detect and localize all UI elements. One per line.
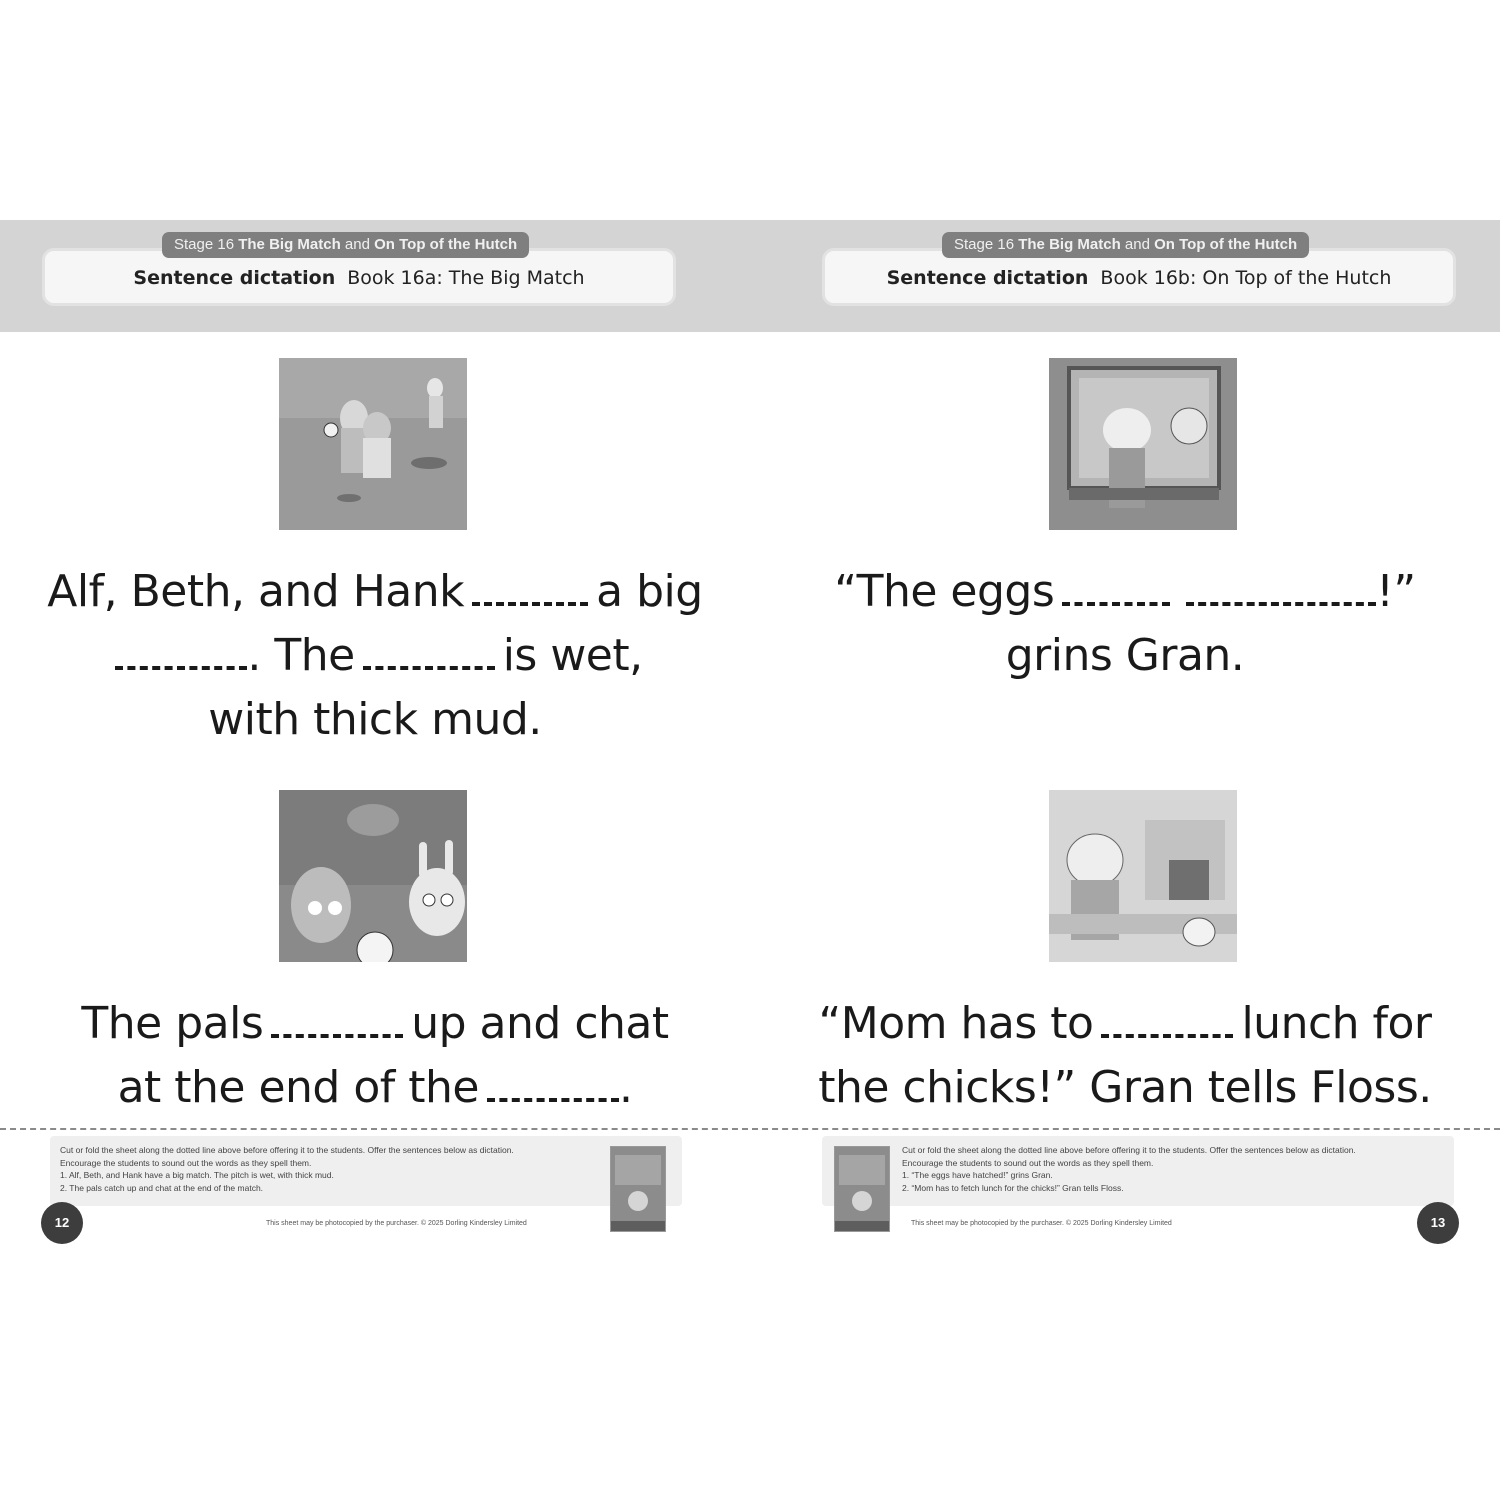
sentence-text: the chicks!” Gran tells Floss.	[818, 1062, 1432, 1113]
sentence-text: !”	[1376, 566, 1416, 617]
note-line: Cut or fold the sheet along the dotted line above before offering it to the students. Offer the sentences below as dictation.	[902, 1145, 1356, 1155]
teacher-notes-text	[902, 1144, 1356, 1194]
football-pitch-illustration	[279, 358, 467, 530]
answer-blank	[363, 662, 495, 670]
sentence-text: .	[618, 1062, 633, 1113]
dictation-sentence-1	[770, 560, 1480, 688]
answer-blank	[1101, 1030, 1233, 1038]
cut-line	[0, 1128, 1500, 1130]
note-line: 2. “Mom has to fetch lunch for the chicks!” Gran tells Floss.	[902, 1182, 1124, 1193]
sentence-text: grins Gran.	[1005, 630, 1245, 681]
answer-blank	[1062, 598, 1170, 606]
stage-book-b: On Top of the Hutch	[374, 236, 518, 253]
note-line: Encourage the students to sound out the words as they spell them.	[902, 1157, 1154, 1168]
sentence-text: Alf, Beth, and Hank	[47, 566, 465, 617]
note-line: Encourage the students to sound out the words as they spell them.	[60, 1157, 312, 1168]
sentence-text: a big	[596, 566, 703, 617]
stage-tab	[942, 232, 1309, 258]
right-page	[750, 220, 1500, 1280]
answer-blank	[487, 1094, 619, 1102]
answer-blank	[115, 662, 247, 670]
book-spread	[0, 220, 1500, 1280]
page-number: 13	[1417, 1202, 1459, 1244]
teacher-notes-text	[60, 1144, 514, 1194]
stage-book-a: The Big Match	[238, 236, 341, 253]
header-line	[825, 267, 1453, 289]
stage-and: and	[344, 236, 370, 253]
pals-with-ball-illustration	[279, 790, 467, 962]
sentence-text: “The eggs	[834, 566, 1055, 617]
book-cover-thumbnail	[834, 1146, 890, 1232]
note-line: 1. “The eggs have hatched!” grins Gran.	[902, 1170, 1053, 1180]
answer-blank	[271, 1030, 403, 1038]
copyright-notice: This sheet may be photocopied by the purchaser. © 2025 Dorling Kindersley Limited	[266, 1220, 527, 1227]
sentence-text: up and chat	[411, 998, 669, 1049]
teacher-notes	[50, 1136, 682, 1206]
dictation-sentence-2	[770, 992, 1480, 1120]
sentence-text: lunch for	[1241, 998, 1432, 1049]
stage-prefix: Stage 16	[174, 236, 235, 253]
dictation-sentence-1	[20, 560, 730, 752]
copyright-notice: This sheet may be photocopied by the purchaser. © 2025 Dorling Kindersley Limited	[911, 1220, 1172, 1227]
sentence-text: “Mom has to	[818, 998, 1094, 1049]
gran-kitchen-dog-illustration	[1049, 790, 1237, 962]
header-title: Sentence dictation	[133, 267, 336, 289]
book-cover-thumbnail	[610, 1146, 666, 1232]
left-page	[0, 220, 750, 1280]
teacher-notes	[822, 1136, 1454, 1206]
sentence-text: is wet,	[502, 630, 643, 681]
header-title: Sentence dictation	[886, 267, 1089, 289]
dictation-sentence-2	[20, 992, 730, 1120]
page-number: 12	[41, 1202, 83, 1244]
header-line	[45, 267, 673, 289]
window-gran-illustration	[1049, 358, 1237, 530]
answer-blank	[472, 598, 588, 606]
header-book: Book 16a: The Big Match	[347, 267, 585, 289]
sentence-text: . The	[247, 630, 355, 681]
stage-tab	[162, 232, 529, 258]
sentence-text: at the end of the	[117, 1062, 479, 1113]
stage-book-a: The Big Match	[1018, 236, 1121, 253]
note-line: 1. Alf, Beth, and Hank have a big match. The pitch is wet, with thick mud.	[60, 1170, 334, 1180]
header-book: Book 16b: On Top of the Hutch	[1100, 267, 1392, 289]
answer-blank	[1186, 598, 1376, 606]
stage-prefix: Stage 16	[954, 236, 1015, 253]
stage-and: and	[1124, 236, 1150, 253]
sentence-text: The pals	[81, 998, 264, 1049]
stage-book-b: On Top of the Hutch	[1154, 236, 1298, 253]
sentence-text: with thick mud.	[208, 694, 542, 745]
note-line: 2. The pals catch up and chat at the end of the match.	[60, 1182, 264, 1193]
note-line: Cut or fold the sheet along the dotted line above before offering it to the students. Offer the sentences below as dictation.	[60, 1145, 514, 1155]
